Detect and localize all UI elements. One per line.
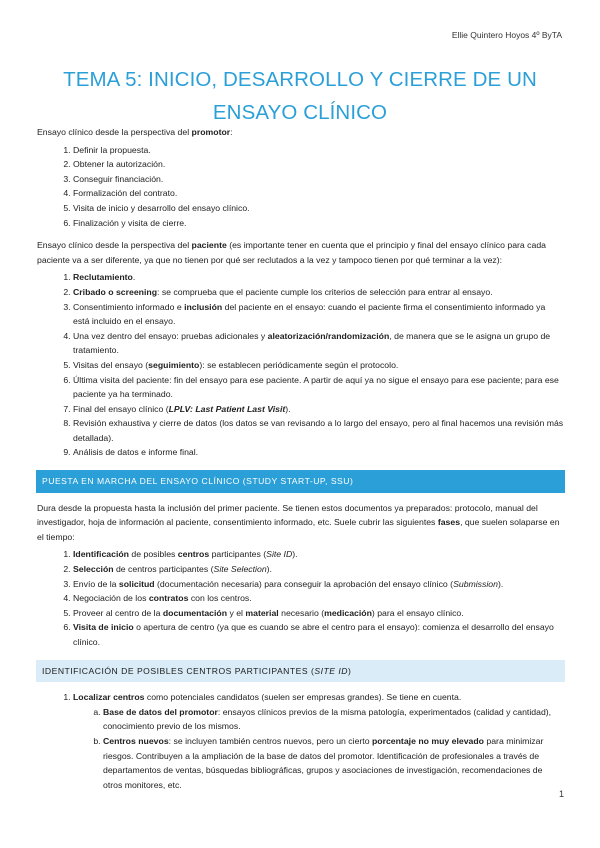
item-text: : ensayos clínicos previos de la misma patología, experimentados (calidad y cantidad), conocimiento previo de los mismos. <box>103 706 552 732</box>
item-text: Visitas del ensayo ( <box>73 359 149 370</box>
paciente-intro-bold: paciente <box>191 240 227 251</box>
page-number: 1 <box>558 789 564 799</box>
item-bold: Cribado o screening <box>73 286 157 297</box>
heading-text-end: ) <box>347 665 352 676</box>
list-item <box>73 285 564 300</box>
list-item: 6. Finalización y visita de cierre. <box>73 216 564 231</box>
item-text: Proveer al centro de la <box>73 607 163 618</box>
item-bold: inclusión <box>184 301 223 312</box>
item-bold: material <box>245 607 279 618</box>
list-item <box>73 591 564 606</box>
list-item <box>73 690 564 792</box>
item-bold: contratos <box>148 593 189 604</box>
item-bold: Reclutamiento <box>73 272 133 283</box>
item-bold: seguimiento <box>148 359 200 370</box>
start-up-intro <box>37 501 564 545</box>
start-up-phases-list <box>37 547 564 649</box>
list-item <box>73 329 564 358</box>
item-bold: Localizar centros <box>73 692 145 703</box>
sub-list-item <box>103 705 564 734</box>
item-italic: Submission <box>453 578 498 589</box>
promotor-intro <box>37 125 564 140</box>
list-item: 3. Conseguir financiación. <box>73 172 564 187</box>
item-text: para minimizar riesgos. Contribuyen a la ampliación de la base de datos del promotor. Identificación de profesionales a través de departamentos de ventas, búsquedas bibliográficas, grupos y asociaciones de investigación, recomendaciones de otros monitores, etc. <box>103 735 544 790</box>
item-text: de centros participantes ( <box>113 564 214 575</box>
list-item <box>73 606 564 621</box>
heading-text: IDENTIFICACIÓN DE POSIBLES CENTROS PARTICIPANTES ( <box>42 665 315 676</box>
list-item <box>73 373 564 402</box>
promotor-intro-end: : <box>230 127 233 137</box>
page-title: TEMA 5: INICIO, DESARROLLO Y CIERRE DE UN ENSAYO CLÍNICO <box>63 67 537 124</box>
item-text: , de manera que se le asigna un grupo de tratamiento. <box>73 330 551 356</box>
document-body <box>37 125 564 800</box>
item-text: necesario ( <box>278 607 325 618</box>
item-text: y el <box>227 607 246 618</box>
item-text: o apertura de centro (ya que es cuando se abre el centro para el ensayo): comienza el desarrollo del ensayo clínico. <box>73 622 554 647</box>
item-bold: Selección <box>73 564 114 575</box>
item-text: Última visita del paciente: fin del ensayo para ese paciente. A partir de aquí ya no sigue el ensayo para ese paciente; para ese paciente ya ha terminado. <box>73 374 559 400</box>
item-italic: Site ID <box>266 549 293 560</box>
author-header: Ellie Quintero Hoyos 4º ByTA <box>451 30 562 40</box>
promotor-intro-text: Ensayo clínico desde la perspectiva del <box>37 127 192 137</box>
list-item: 4. Formalización del contrato. <box>73 186 564 201</box>
site-id-list <box>37 690 564 792</box>
item-bold: aleatorización/randomización <box>267 330 390 341</box>
item-text: ). <box>292 549 298 560</box>
heading-italic: SITE ID <box>314 665 348 676</box>
sub-list <box>73 705 564 793</box>
item-text: de posibles <box>129 549 178 560</box>
item-text: Revisión exhaustiva y cierre de datos (los datos se van revisando a lo largo del ensayo, pero al final hacemos una revisión más detallada). <box>73 418 564 443</box>
item-bold: Centros nuevos <box>103 735 169 746</box>
paciente-intro-text: Ensayo clínico desde la perspectiva del <box>37 240 192 251</box>
item-text: : se comprueba que el paciente cumple los criterios de selección para entrar al ensayo. <box>157 286 493 297</box>
paciente-list <box>37 270 564 460</box>
item-text: Envío de la <box>73 578 119 589</box>
item-bold: Base de datos del promotor <box>103 706 218 717</box>
item-text: Una vez dentro del ensayo: pruebas adicionales y <box>73 330 268 341</box>
start-up-intro-end: , que suelen solaparse en el tiempo: <box>37 517 560 542</box>
item-text: Final del ensayo clínico ( <box>73 403 169 414</box>
list-item <box>73 270 564 285</box>
item-text: Consentimiento informado e <box>73 301 185 312</box>
sub-list-item <box>103 734 564 792</box>
list-item <box>73 445 564 460</box>
item-text: ) para el ensayo clínico. <box>371 607 464 618</box>
section-heading-site-id <box>36 660 565 683</box>
list-item <box>73 416 564 445</box>
list-item <box>73 358 564 373</box>
item-bold: medicación <box>324 607 372 618</box>
item-text: con los centros. <box>188 593 252 604</box>
promotor-intro-bold: promotor <box>191 127 231 137</box>
item-text: Negociación de los <box>73 593 149 604</box>
list-item <box>73 547 564 562</box>
item-bold: porcentaje no muy elevado <box>371 735 484 746</box>
item-text: (documentación necesaria) para conseguir la aprobación del ensayo clínico ( <box>154 578 454 589</box>
item-text: ): se establecen periódicamente según el protocolo. <box>199 359 399 370</box>
item-bold: centros <box>177 549 210 560</box>
item-text: ). <box>266 564 272 575</box>
item-text: como potenciales candidatos (suelen ser empresas grandes). Se tiene en cuenta. <box>144 692 462 703</box>
item-bold-italic: LPLV: Last Patient Last Visit <box>168 403 286 414</box>
list-item <box>73 577 564 592</box>
item-text: : se incluyen también centros nuevos, pero un cierto <box>168 735 372 746</box>
item-bold: solicitud <box>118 578 155 589</box>
item-bold: Visita de inicio <box>73 622 134 633</box>
item-italic: Site Selection <box>213 564 267 575</box>
section-heading-start-up: PUESTA EN MARCHA DEL ENSAYO CLÍNICO (STUDY START-UP, SSU) <box>36 470 565 493</box>
paciente-intro <box>37 238 564 267</box>
list-item <box>73 300 564 329</box>
start-up-intro-text: Dura desde la propuesta hasta la inclusión del primer paciente. Se tienen estos documentos ya preparados: protocolo, manual del investigador, hoja de información al paciente, consentimiento informado, etc. Suele cubrir las siguientes <box>37 502 538 528</box>
item-text: ). <box>497 578 504 589</box>
promotor-list <box>37 143 564 231</box>
item-text: . <box>132 272 136 283</box>
start-up-intro-bold: fases <box>437 517 461 528</box>
item-text: participantes ( <box>209 549 267 560</box>
item-text: ). <box>285 403 291 414</box>
item-bold: Identificación <box>73 549 129 560</box>
list-item: 1. Definir la propuesta. <box>73 143 564 158</box>
list-item <box>73 620 564 649</box>
item-text: Análisis de datos e informe final. <box>73 447 199 458</box>
item-bold: documentación <box>162 607 228 618</box>
list-item: 2. Obtener la autorización. <box>73 157 564 172</box>
list-item: 5. Visita de inicio y desarrollo del ensayo clínico. <box>73 201 564 216</box>
list-item <box>73 562 564 577</box>
item-text: del paciente en el ensayo: cuando el paciente firma el consentimiento informado ya está incluido en el ensayo. <box>73 301 546 327</box>
list-item <box>73 402 564 417</box>
paciente-intro-end: (es importante tener en cuenta que el principio y final del ensayo clínico para cada paciente va a ser diferente, ya que no tienen por qué ser reclutados a la vez y tampoco tienen por qué terminar a la vez): <box>37 240 547 265</box>
